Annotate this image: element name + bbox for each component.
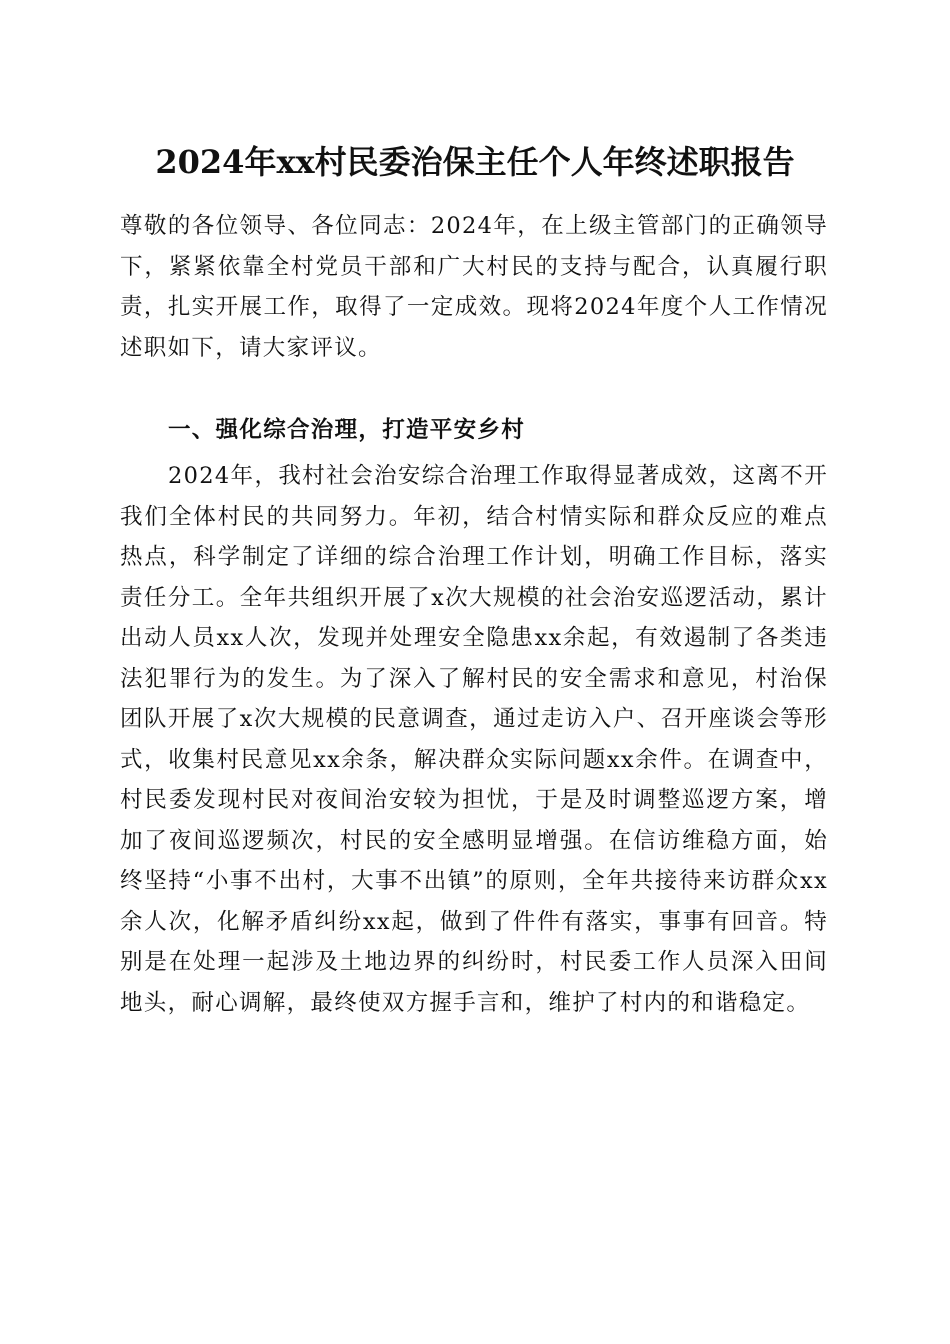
document-title: 2024年xx村民委治保主任个人年终述职报告 (155, 143, 795, 181)
intro-paragraph: 尊敬的各位领导、各位同志：2024年，在上级主管部门的正确领导下，紧紧依靠全村党员干部和广大村民的支持与配合，认真履行职责，扎实开展工作，取得了一定成效。现将2024年度个人工作情况述职如下，请大家评议。 (120, 213, 828, 361)
section-1-heading: 一、强化综合治理，打造平安乡村 (168, 417, 526, 443)
section-1-paragraph: 2024年，我村社会治安综合治理工作取得显著成效，这离不开我们全体村民的共同努力。年初，结合村情实际和群众反应的难点热点，科学制定了详细的综合治理工作计划，明确工作目标，落实责任分工。全年共组织开展了x次大规模的社会治安巡逻活动，累计出动人员xx人次，发现并处理安全隐患xx余起，有效遏制了各类违法犯罪行为的发生。为了深入了解村民的安全需求和意见，村治保团队开展了x次大规模的民意调查，通过走访入户、召开座谈会等形式，收集村民意见xx余条，解决群众实际问题xx余件。在调查中，村民委发现村民对夜间治安较为担忧，于是及时调整巡逻方案，增加了夜间巡逻频次，村民的安全感明显增强。在信访维稳方面，始终坚持“小事不出村，大事不出镇”的原则，全年共接待来访群众xx余人次，化解矛盾纠纷xx起，做到了件件有落实，事事有回音。特别是在处理一起涉及土地边界的纠纷时，村民委工作人员深入田间地头，耐心调解，最终使双方握手言和，维护了村内的和谐稳定。 (120, 463, 828, 1016)
